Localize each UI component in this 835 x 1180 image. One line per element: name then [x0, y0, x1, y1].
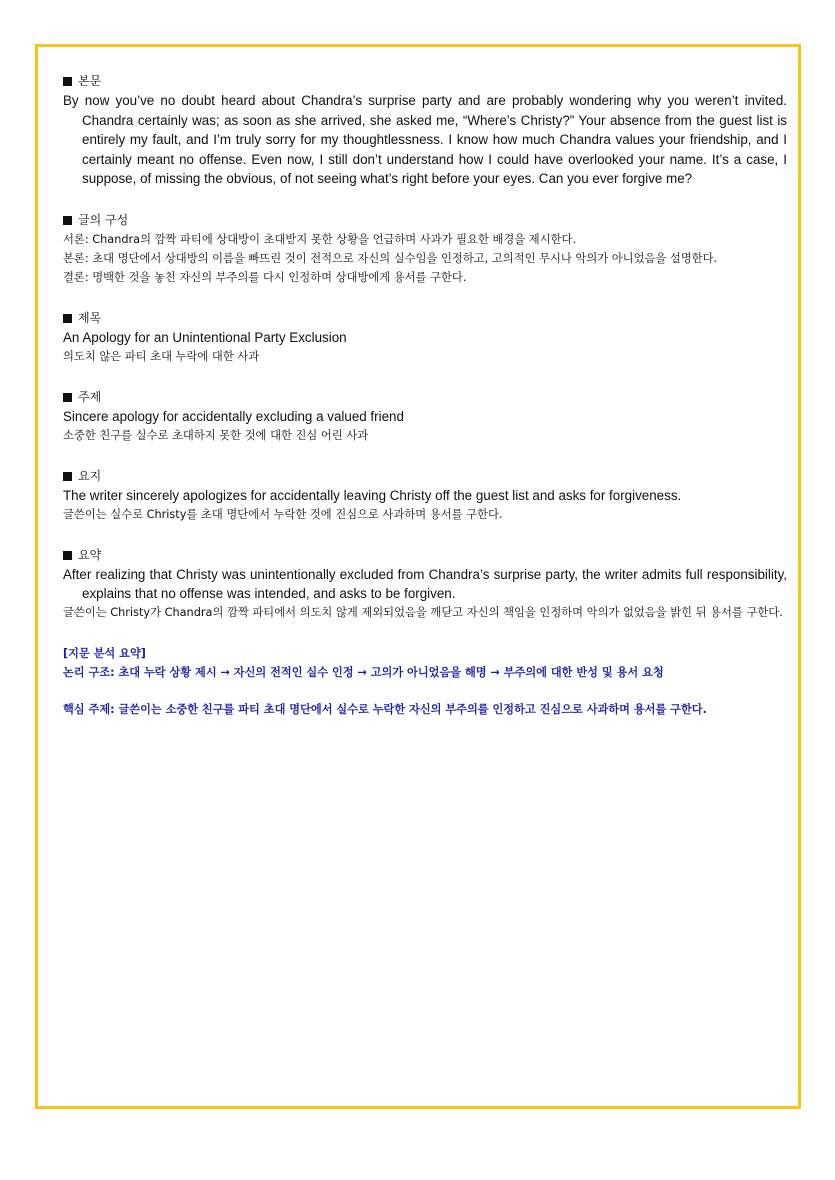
section-heading	[63, 467, 787, 486]
black-square-icon	[63, 314, 72, 323]
section-heading-label: 글의 구성	[78, 212, 129, 227]
gist-korean: 글쓴이는 실수로 Christy를 초대 명단에서 누락한 것에 진심으로 사과하며 용서를 구한다.	[63, 507, 503, 521]
section-heading-label: 제목	[78, 310, 102, 325]
black-square-icon	[63, 551, 72, 560]
passage-body: By now you’ve no doubt heard about Chandra’s surprise party and are probably wondering why you weren’t invited. Chandra certainly was; as soon as she arrived, she asked me, “Where’s Christy?” Your absence from the guest list is entirely my fault, and I’m truly sorry for my thoughtlessness. I know how much Chandra values your friendship, and I certainly meant no offense. Even now, I still don’t understand how I could have overlooked your name. It’s a case, I suppose, of missing the obvious, of not seeing what’s right before your eyes. Can you ever forgive me?	[63, 93, 787, 186]
gist-english: The writer sincerely apologizes for accidentally leaving Christy off the guest list and asks for forgiveness.	[63, 487, 682, 503]
section-gist	[63, 467, 787, 524]
summary-english: After realizing that Christy was unintentionally excluded from Chandra’s surprise party, the writer admits full responsibility, explains that no offense was intended, and asks to be forgiven.	[63, 566, 787, 601]
analysis-heading: [지문 분석 요약]	[63, 646, 146, 660]
black-square-icon	[63, 472, 72, 481]
theme-english: Sincere apology for accidentally excluding a valued friend	[63, 408, 404, 424]
section-analysis	[63, 644, 787, 719]
analysis-logic: 논리 구조: 초대 누락 상황 제시 → 자신의 전적인 실수 인정 → 고의가 아니었음을 해명 → 부주의에 대한 반성 및 용서 요청	[63, 665, 664, 679]
section-heading	[63, 546, 787, 565]
black-square-icon	[63, 393, 72, 402]
section-heading-label: 요약	[78, 547, 102, 562]
section-heading	[63, 388, 787, 407]
title-english: An Apology for an Unintentional Party Exclusion	[63, 329, 347, 345]
section-heading-label: 요지	[78, 468, 102, 483]
section-heading	[63, 309, 787, 328]
black-square-icon	[63, 77, 72, 86]
black-square-icon	[63, 216, 72, 225]
section-heading	[63, 211, 787, 230]
document-content	[63, 72, 787, 741]
summary-korean: 글쓴이는 Christy가 Chandra의 깜짝 파티에서 의도치 않게 제외되었음을 깨닫고 자신의 책임을 인정하며 악의가 없었음을 밝힌 뒤 용서를 구한다.	[63, 605, 783, 619]
title-korean: 의도치 않은 파티 초대 누락에 대한 사과	[63, 349, 260, 363]
theme-korean: 소중한 친구를 실수로 초대하지 못한 것에 대한 진심 어린 사과	[63, 428, 369, 442]
section-heading-label: 주제	[78, 389, 102, 404]
analysis-core: 핵심 주제: 글쓴이는 소중한 친구를 파티 초대 명단에서 실수로 누락한 자신의 부주의를 인정하고 진심으로 사과하며 용서를 구한다.	[63, 702, 707, 716]
structure-conclusion: 결론: 명백한 것을 놓친 자신의 부주의를 다시 인정하며 상대방에게 용서를 구한다.	[63, 270, 467, 284]
structure-intro: 서론: Chandra의 깜짝 파티에 상대방이 초대받지 못한 상황을 언급하며 사과가 필요한 배경을 제시한다.	[63, 232, 577, 246]
section-summary	[63, 546, 787, 622]
section-main-text	[63, 72, 787, 189]
spacer	[63, 682, 787, 700]
section-title	[63, 309, 787, 366]
section-heading-label: 본문	[78, 74, 102, 88]
section-heading	[63, 72, 787, 91]
structure-body: 본론: 초대 명단에서 상대방의 이름을 빠뜨린 것이 전적으로 자신의 실수임을 인정하고, 고의적인 무시나 악의가 아니었음을 설명한다.	[63, 251, 718, 265]
section-theme	[63, 388, 787, 445]
section-structure	[63, 211, 787, 287]
